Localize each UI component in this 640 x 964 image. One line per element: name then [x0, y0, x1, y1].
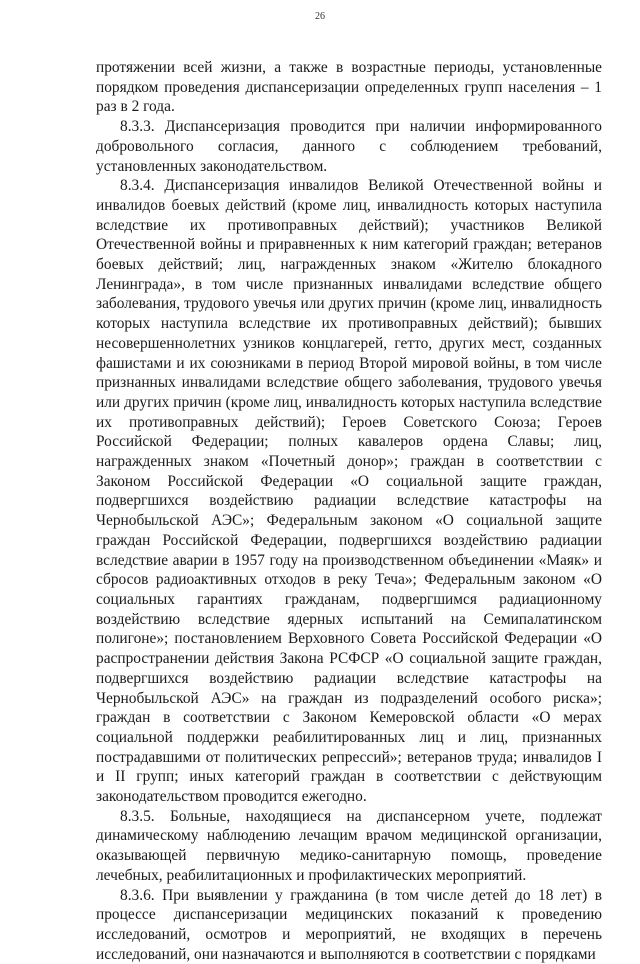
paragraph-8-3-3: 8.3.3. Диспансеризация проводится при наличии информированного добровольного согласия, данного с соблюдением требований, установленных законодательством.	[96, 118, 602, 175]
paragraph-8-3-5: 8.3.5. Больные, находящиеся на диспансерном учете, подлежат динамическому наблюдению лечащим врачом медицинской организации, оказывающей первичную медико-санитарную помощь, проведение лечебных, реабилитационных и профилактических мероприятий.	[96, 807, 602, 884]
document-body	[96, 58, 602, 964]
paragraph-continuation: протяжении всей жизни, а также в возрастные периоды, установленные порядком проведения диспансеризации определенных групп населения – 1 раз в 2 года.	[96, 59, 602, 116]
paragraph-8-3-6: 8.3.6. При выявлении у гражданина (в том числе детей до 18 лет) в процессе диспансеризации медицинских показаний к проведению исследований, осмотров и мероприятий, не входящих в перечень исследований, они назначаются и выполняются в соответствии с порядками	[96, 886, 602, 963]
page-number: 26	[315, 11, 325, 22]
paragraph-8-3-4: 8.3.4. Диспансеризация инвалидов Великой Отечественной войны и инвалидов боевых действий (кроме лиц, инвалидность которых наступила вследствие их противоправных действий); участников Великой Отечественной войны и приравненных к ним категорий граждан; ветеранов боевых действий; лиц, награжденных знаком «Жителю блокадного Ленинграда», в том числе признанных инвалидами вследствие общего заболевания, трудового увечья или других причин (кроме лиц, инвалидность которых наступила вследствие их противоправных действий); бывших несовершеннолетних узников концлагерей, гетто, других мест, созданных фашистами и их союзниками в период Второй мировой войны, в том числе признанных инвалидами вследствие общего заболевания, трудового увечья или других причин (кроме лиц, инвалидность которых наступила вследствие их противоправных действий); Героев Советского Союза; Героев Российской Федерации; полных кавалеров ордена Славы; лиц, награжденных знаком «Почетный донор»; граждан в соответствии с Законом Российской Федерации «О социальной защите граждан, подвергшихся воздействию радиации вследствие катастрофы на Чернобыльской АЭС»; Федеральным законом «О социальной защите граждан Российской Федерации, подвергшихся воздействию радиации вследствие аварии в 1957 году на производственном объединении «Маяк» и сбросов радиоактивных отходов в реку Теча»; Федеральным законом «О социальных гарантиях гражданам, подвергшимся радиационному воздействию вследствие ядерных испытаний на Семипалатинском полигоне»; постановлением Верховного Совета Российской Федерации «О распространении действия Закона РСФСР «О социальной защите граждан, подвергшихся воздействию радиации вследствие катастрофы на Чернобыльской АЭС» на граждан из подразделений особого риска»; граждан в соответствии с Законом Кемеровской области «О мерах социальной поддержки реабилитированных лиц и лиц, признанных пострадавшими от политических репрессий»; ветеранов труда; инвалидов I и II групп; иных категорий граждан в соответствии с действующим законодательством проводится ежегодно.	[96, 177, 602, 806]
